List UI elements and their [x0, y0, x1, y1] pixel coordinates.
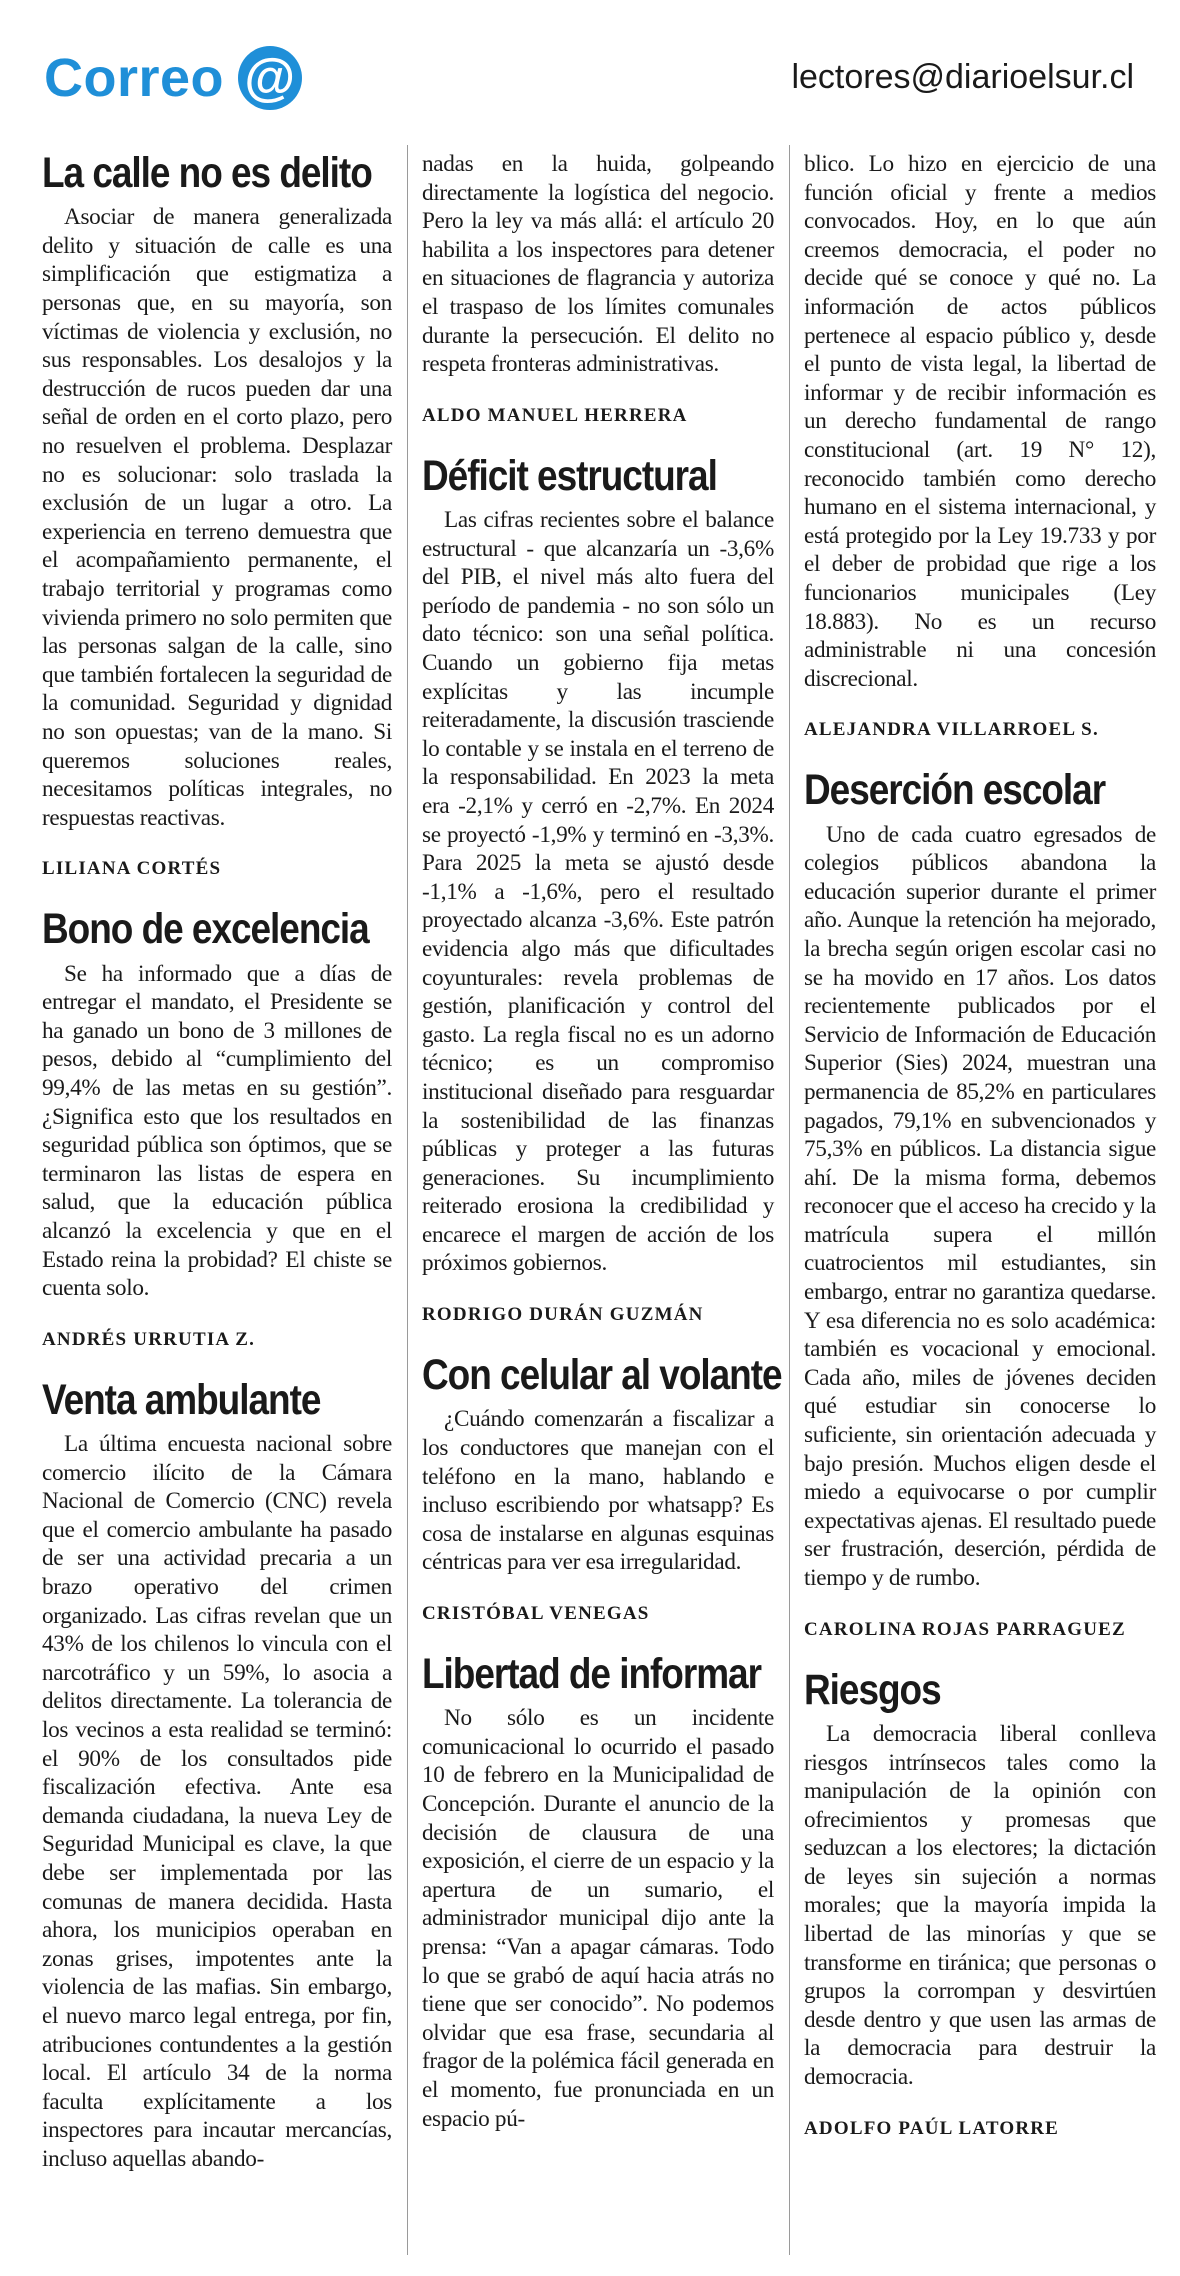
letter-author: RODRIGO DURÁN GUZMÁN — [422, 1304, 704, 1326]
letter-title: Riesgos — [804, 1665, 941, 1714]
letter-title: Déficit estructural — [422, 451, 717, 500]
letter-body: La última encuesta nacional sobre comercio ilícito de la Cámara Nacional de Comercio (CNC) revela que el comercio ambulante ha pasado de ser una actividad precaria a un brazo operativo del crimen organizado. Las cifras revelan que un 43% de los chilenos lo vincula con el narcotráfico y un 59%, lo asocia a delitos directamente. La tolerancia de los vecinos a esta realidad se terminó: el 90% de los consultados pide fiscalización efectiva. Ante esa demanda ciudadana, la nueva Ley de Seguridad Municipal es clave, la que debe ser implementada por las comunas de manera decidida. Hasta ahora, los municipios operaban en zonas grises, impotentes ante la violencia de las mafias. Sin embargo, el nuevo marco legal entrega, por fin, atribuciones contundentes a la gestión local. El artículo 34 de la norma faculta explícitamente a los inspectores para incautar mercancías, incluso aquellas abando- — [42, 1431, 392, 2172]
letter-author: CRISTÓBAL VENEGAS — [422, 1602, 650, 1624]
letter-body: Asociar de manera generalizada delito y situación de calle es una simplificación que estigmatiza a personas que, en su mayoría, son víctimas de violencia y exclusión, no sus responsables. Los desalojos y la destrucción de rucos pueden dar una señal de orden en el corto plazo, pero no resuelven el problema. Desplazar no es solucionar: solo traslada la exclusión de un lugar a otro. La experiencia en terreno demuestra que el acompañamiento permanente, el trabajo territorial y programas como vivienda primero no solo permiten que las personas salgan de la calle, sino que también fortalecen la seguridad de la comunidad. Seguridad y dignidad no son opuestas; van de la mano. Si queremos soluciones reales, necesitamos políticas integrales, no respuestas reactivas. — [42, 204, 392, 831]
letter-author: ALDO MANUEL HERRERA — [422, 404, 688, 426]
at-sign-icon: @ — [238, 46, 302, 110]
letter-title: Deserción escolar — [804, 766, 1106, 815]
letter — [804, 767, 1156, 1640]
letter — [42, 150, 392, 880]
letter-author: ALEJANDRA VILLARROEL S. — [804, 719, 1099, 741]
letter-title: La calle no es delito — [42, 149, 372, 197]
page-header — [44, 40, 1144, 116]
letter-author: LILIANA CORTÉS — [42, 858, 222, 880]
column-3 — [804, 150, 1156, 2166]
column-1 — [42, 150, 392, 2174]
letter — [422, 1651, 774, 2133]
letter — [422, 1351, 782, 1625]
letter-body: blico. Lo hizo en ejercicio de una función oficial y frente a medios convocados. Hoy, en lo que aún creemos democracia, el poder no decide qué se conoce y qué no. La información de actos públicos pertenece al espacio público y, desde el punto de vista legal, la libertad de informar y de recibir información es un derecho fundamental de rango constitucional (art. 19 N° 12), reconocido también como derecho humano en el sistema internacional, y está protegido por la Ley 19.733 y por el deber de probidad que rige a los funcionarios municipales (Ley 18.883). No es un recurso administrable ni una concesión discrecional. — [804, 151, 1156, 692]
letter — [42, 906, 392, 1350]
letter — [422, 453, 774, 1326]
column-2 — [422, 150, 782, 2133]
letter-continuation — [804, 150, 1156, 741]
letter-body: nadas en la huida, golpeando directamente la logística del negocio. Pero la ley va más allá: el artículo 20 habilita a los inspectores para detener en situaciones de flagrancia y autoriza el traspaso de los límites comunales durante la persecución. El delito no respeta fronteras administrativas. — [422, 151, 774, 378]
letter-continuation — [422, 150, 774, 427]
letter-body: Se ha informado que a días de entregar el mandato, el Presidente se ha ganado un bono de 3 millones de pesos, debido al “cumplimiento del 99,4% de las metas en su gestión”. ¿Significa esto que los resultados en seguridad pública son óptimos, que se terminaron las listas de espera en salud, que la educación pública alcanzó la excelencia y que en el Estado reina la probidad? El chiste se cuenta solo. — [42, 960, 392, 1302]
letter-title: Venta ambulante — [42, 1375, 321, 1424]
letter-body: Las cifras recientes sobre el balance estructural - que alcanzaría un -3,6% del PIB, el nivel más alto fuera del período de pandemia - no son sólo un dato técnico: son una señal política. Cuando un gobierno fija metas explícitas y las incumple reiteradamente, la discusión trasciende lo contable y se instala en el terreno de la responsabilidad. En 2023 la meta era -2,1% y cerró en -2,7%. En 2024 se proyectó -1,9% y terminó en -3,3%. Para 2025 la meta se ajustó desde -1,1% a -1,6%, pero el resultado proyectado alcanza -3,6%. Este patrón evidencia algo más que dificultades coyunturales: revela problemas de gestión, planificación y control del gasto. La regla fiscal no es un adorno técnico; es un compromiso institucional diseñado para resguardar la sostenibilidad de las finanzas públicas y proteger a las futuras generaciones. Su incumplimiento reiterado erosiona la credibilidad y encarece el margen de acción de los próximos gobiernos. — [422, 507, 774, 1277]
letter-title: Bono de excelencia — [42, 905, 369, 954]
section-brand — [44, 40, 302, 116]
letter-title: Con celular al volante — [422, 1351, 782, 1400]
letter-author: ADOLFO PAÚL LATORRE — [804, 2117, 1060, 2139]
column-divider — [789, 145, 790, 2255]
letter-author: CAROLINA ROJAS PARRAGUEZ — [804, 1618, 1126, 1640]
letter-body: Uno de cada cuatro egresados de colegios públicos abandona la educación superior durante el primer año. Aunque la retención ha mejorado, la brecha según origen escolar casi no se ha movido en 17 años. Los datos recientemente publicados por el Servicio de Información de Educación Superior (Sies) 2024, muestran una permanencia de 85,2% en particulares pagados, 79,1% en subvencionados y 75,3% en públicos. La distancia sigue ahí. De la misma forma, debemos reconocer que el acceso ha crecido y la matrícula supera el millón cuatrocientos mil estudiantes, sin embargo, entrar no garantiza quedarse. Y esa diferencia no es solo académica: también es vocacional y emocional. Cada año, miles de jóvenes deciden qué estudiar sin conocerse lo suficiente, sin orientación adecuada y bajo presión. Muchos eligen desde el miedo a equivocarse o por cumplir expectativas ajenas. El resultado puede ser frustración, deserción, pérdida de tiempo y de rumbo. — [804, 821, 1156, 1592]
letter-author: ANDRÉS URRUTIA Z. — [42, 1328, 256, 1350]
letter-body: No sólo es un incidente comunicacional lo ocurrido el pasado 10 de febrero en la Municipalidad de Concepción. Durante el anuncio de la decisión de clausura de una exposición, el cierre de un espacio y la apertura de un sumario, el administrador municipal dijo ante la prensa: “Van a apagar cámaras. Todo lo que se grabó de aquí hacia atrás no tiene que ser conocido”. No podemos olvidar que esa frase, secundaria al fragor de la polémica fácil generada en el momento, fue pronunciada en un espacio pú- — [422, 1705, 774, 2132]
letter — [42, 1377, 392, 2174]
reader-email[interactable]: lectores@diarioelsur.cl — [791, 58, 1134, 96]
section-title: Correo — [44, 48, 225, 108]
letter-body: La democracia liberal conlleva riesgos intrínsecos tales como la manipulación de la opinión con ofrecimientos y promesas que seduzcan a los electores; la dictación de leyes sin sujeción a normas morales; que la mayoría impida la libertad de las minorías y que se transforme en tiránica; que personas o grupos la corrompan y desvirtúen desde dentro y que usen las armas de la democracia para destruir la democracia. — [804, 1720, 1156, 2091]
letter-body: ¿Cuándo comenzarán a fiscalizar a los conductores que manejan con el teléfono en la mano, hablando e incluso escribiendo por whatsapp? Es cosa de instalarse en algunas esquinas céntricas para ver esa irregularidad. — [422, 1406, 774, 1576]
letter-title: Libertad de informar — [422, 1649, 761, 1698]
column-divider — [407, 145, 408, 2255]
letter — [804, 1667, 1156, 2140]
